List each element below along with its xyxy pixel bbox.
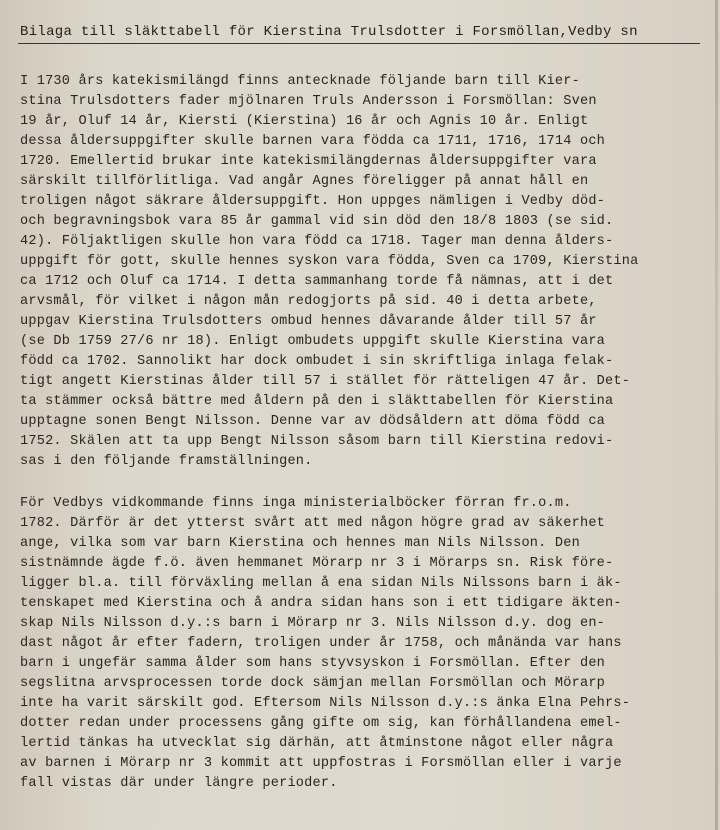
text-line: lertid tänkas ha utvecklat sig därhän, att åtminstone något eller några	[20, 736, 614, 751]
text-line: ta stämmer också bättre med åldern på den i släkttabellen för Kierstina	[20, 394, 614, 409]
text-line: dast något år efter fadern, troligen under år 1758, och månända var hans	[20, 636, 622, 651]
text-line: 19 år, Oluf 14 år, Kiersti (Kierstina) 16 år och Agnis 10 år. Enligt	[20, 114, 589, 129]
text-line: arvsmål, för vilket i någon mån redogjorts på sid. 40 i detta arbete,	[20, 294, 597, 309]
text-line: skap Nils Nilsson d.y.:s barn i Mörarp nr 3. Nils Nilsson d.y. dog en-	[20, 616, 606, 631]
text-line: fall vistas där under längre perioder.	[20, 776, 338, 791]
text-line: sistnämnde ägde f.ö. även hemmanet Mörarp nr 3 i Mörarps sn. Risk före-	[20, 556, 614, 571]
text-line: stina Trulsdotters fader mjölnaren Truls Andersson i Forsmöllan: Sven	[20, 94, 597, 109]
text-line: särskilt tillförlitliga. Vad angår Agnes föreligger på annat håll en	[20, 174, 589, 189]
text-line: ligger bl.a. till förväxling mellan å ena sidan Nils Nilssons barn i äk-	[20, 576, 622, 591]
text-line: dotter redan under processens gång gifte om sig, kan förhållandena emel-	[20, 716, 622, 731]
page-title: Bilaga till släkttabell för Kierstina Trulsdotter i Forsmöllan,Vedby sn	[20, 24, 638, 40]
text-line: och begravningsbok vara 85 år gammal vid sin död den 18/8 1803 (se sid.	[20, 214, 614, 229]
text-line: I 1730 års katekismilängd finns antecknade följande barn till Kier-	[20, 74, 580, 89]
text-line: inte ha varit särskilt god. Eftersom Nils Nilsson d.y.:s änka Elna Pehrs-	[20, 696, 631, 711]
text-line: av barnen i Mörarp nr 3 kommit att uppfostras i Forsmöllan eller i varje	[20, 756, 622, 771]
text-line: troligen något säkrare åldersuppgift. Hon uppges nämligen i Vedby död-	[20, 194, 606, 209]
text-line: sas i den följande framställningen.	[20, 454, 313, 469]
text-line: född ca 1702. Sannolikt har dock ombudet i sin skriftliga inlaga felak-	[20, 354, 614, 369]
text-line: barn i ungefär samma ålder som hans styvsyskon i Forsmöllan. Efter den	[20, 656, 606, 671]
text-line: ca 1712 och Oluf ca 1714. I detta sammanhang torde få nämnas, att i det	[20, 274, 614, 289]
text-line: 42). Följaktligen skulle hon vara född ca 1718. Tager man denna ålders-	[20, 234, 614, 249]
title-underline	[18, 43, 700, 44]
text-line: ange, vilka som var barn Kierstina och hennes man Nils Nilsson. Den	[20, 536, 580, 551]
text-line: dessa åldersuppgifter skulle barnen vara födda ca 1711, 1716, 1714 och	[20, 134, 606, 149]
page-edge-shadow	[715, 0, 718, 830]
text-line: 1720. Emellertid brukar inte katekismilängdernas åldersuppgifter vara	[20, 154, 597, 169]
text-line: 1752. Skälen att ta upp Bengt Nilsson såsom barn till Kierstina redovi-	[20, 434, 614, 449]
text-line: segslitna arvsprocessen torde dock sämjan mellan Forsmöllan och Mörarp	[20, 676, 606, 691]
paragraph-2	[20, 494, 706, 794]
text-line: tigt angett Kierstinas ålder till 57 i stället för rätteligen 47 år. Det-	[20, 374, 631, 389]
text-line: 1782. Därför är det ytterst svårt att med någon högre grad av säkerhet	[20, 516, 606, 531]
text-line: För Vedbys vidkommande finns inga ministerialböcker förran fr.o.m.	[20, 496, 572, 511]
text-line: uppgav Kierstina Trulsdotters ombud hennes dåvarande ålder till 57 år	[20, 314, 597, 329]
text-line: (se Db 1759 27/6 nr 18). Enligt ombudets uppgift skulle Kierstina vara	[20, 334, 606, 349]
paragraph-1	[20, 72, 706, 472]
text-line: uppgift för gott, skulle hennes syskon vara födda, Sven ca 1709, Kierstina	[20, 254, 639, 269]
text-line: tenskapet med Kierstina och å andra sidan hans son i ett tidigare äkten-	[20, 596, 622, 611]
text-line: upptagne sonen Bengt Nilsson. Denne var av dödsåldern att döma född ca	[20, 414, 606, 429]
